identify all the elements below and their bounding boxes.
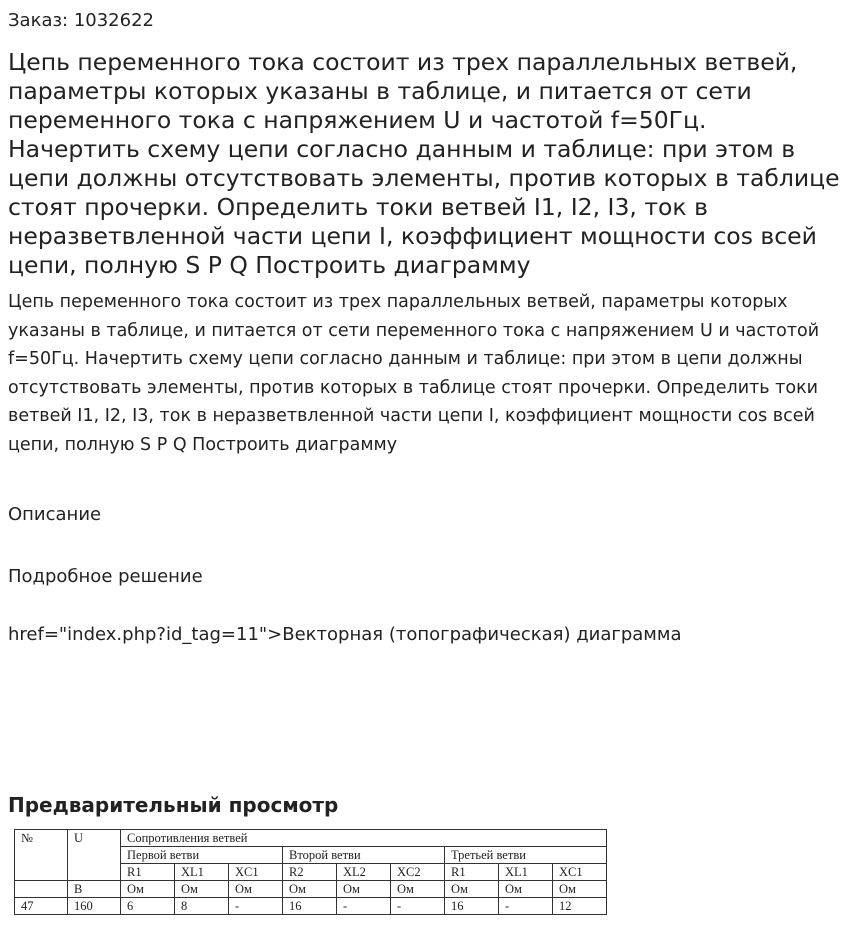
table-cell: В <box>68 881 121 898</box>
task-heading: Цепь переменного тока состоит из трех параллельных ветвей, параметры которых указаны в таблице, и питается от сети переменного тока с напряжением U и частотой f=50Гц. Начертить схему цепи согласно данным и таблице: при этом в цепи должны отсутствовать элементы, против которых в таблице стоят прочерки. Определить токи ветвей I1, I2, I3, ток в неразветвленной части цепи I, коэффициент мощности cos всей цепи, полную S P Q Построить диаграмму <box>8 48 840 279</box>
table-cell: Ом <box>445 881 499 898</box>
table-cell: R1 <box>445 864 499 881</box>
detailed-solution-label: Подробное решение <box>8 566 203 587</box>
table-cell: 16 <box>445 898 499 915</box>
branch2-header: Второй ветви <box>283 847 445 864</box>
table-cell: XC1 <box>229 864 283 881</box>
table-cell: 47 <box>15 898 68 915</box>
table-cell: - <box>337 898 391 915</box>
table-cell: 16 <box>283 898 337 915</box>
table-cell: - <box>391 898 445 915</box>
task-description: Цепь переменного тока состоит из трех параллельных ветвей, параметры которых указаны в таблице, и питается от сети переменного тока с напряжением U и частотой f=50Гц. Начертить схему цепи согласно данным и таблице: при этом в цепи должны отсутствовать элементы, против которых в таблице стоят прочерки. Определить токи ветвей I1, I2, I3, ток в неразветвленной части цепи I, коэффициент мощности cos всей цепи, полную S P Q Построить диаграмму <box>8 292 820 455</box>
table-header-row <box>15 830 607 847</box>
table-cell: 8 <box>175 898 229 915</box>
table-cell: Ом <box>229 881 283 898</box>
description-label: Описание <box>8 504 102 525</box>
table-cell: 160 <box>68 898 121 915</box>
resistances-header: Сопротивления ветвей <box>121 830 607 847</box>
table-units-row <box>15 881 607 898</box>
table-cell: Ом <box>391 881 445 898</box>
voltage-header: U <box>68 830 121 881</box>
table-cell: R2 <box>283 864 337 881</box>
table-cell: R1 <box>121 864 175 881</box>
parameters-table <box>14 829 607 915</box>
table-cell: Ом <box>499 881 553 898</box>
table-cell: - <box>499 898 553 915</box>
table-cell: XC1 <box>553 864 607 881</box>
table-cell: XL1 <box>175 864 229 881</box>
branch1-header: Первой ветви <box>121 847 283 864</box>
table-cell: XC2 <box>391 864 445 881</box>
branch3-header: Третьей ветви <box>445 847 607 864</box>
table-cell: XL1 <box>499 864 553 881</box>
table-cell: Ом <box>121 881 175 898</box>
table-row <box>15 898 607 915</box>
table-cell: Ом <box>283 881 337 898</box>
number-header: № <box>15 830 68 881</box>
table-cell: Ом <box>337 881 391 898</box>
table-cell: Ом <box>553 881 607 898</box>
table-cell: 12 <box>553 898 607 915</box>
table-cell: Ом <box>175 881 229 898</box>
table-cell: XL2 <box>337 864 391 881</box>
order-number: Заказ: 1032622 <box>8 10 154 31</box>
vector-diagram-link[interactable]: href="index.php?id_tag=11">Векторная (топографическая) диаграмма <box>8 624 682 645</box>
table-cell: - <box>229 898 283 915</box>
preview-title: Предварительный просмотр <box>8 793 339 817</box>
table-cell <box>15 881 68 898</box>
table-cell: 6 <box>121 898 175 915</box>
